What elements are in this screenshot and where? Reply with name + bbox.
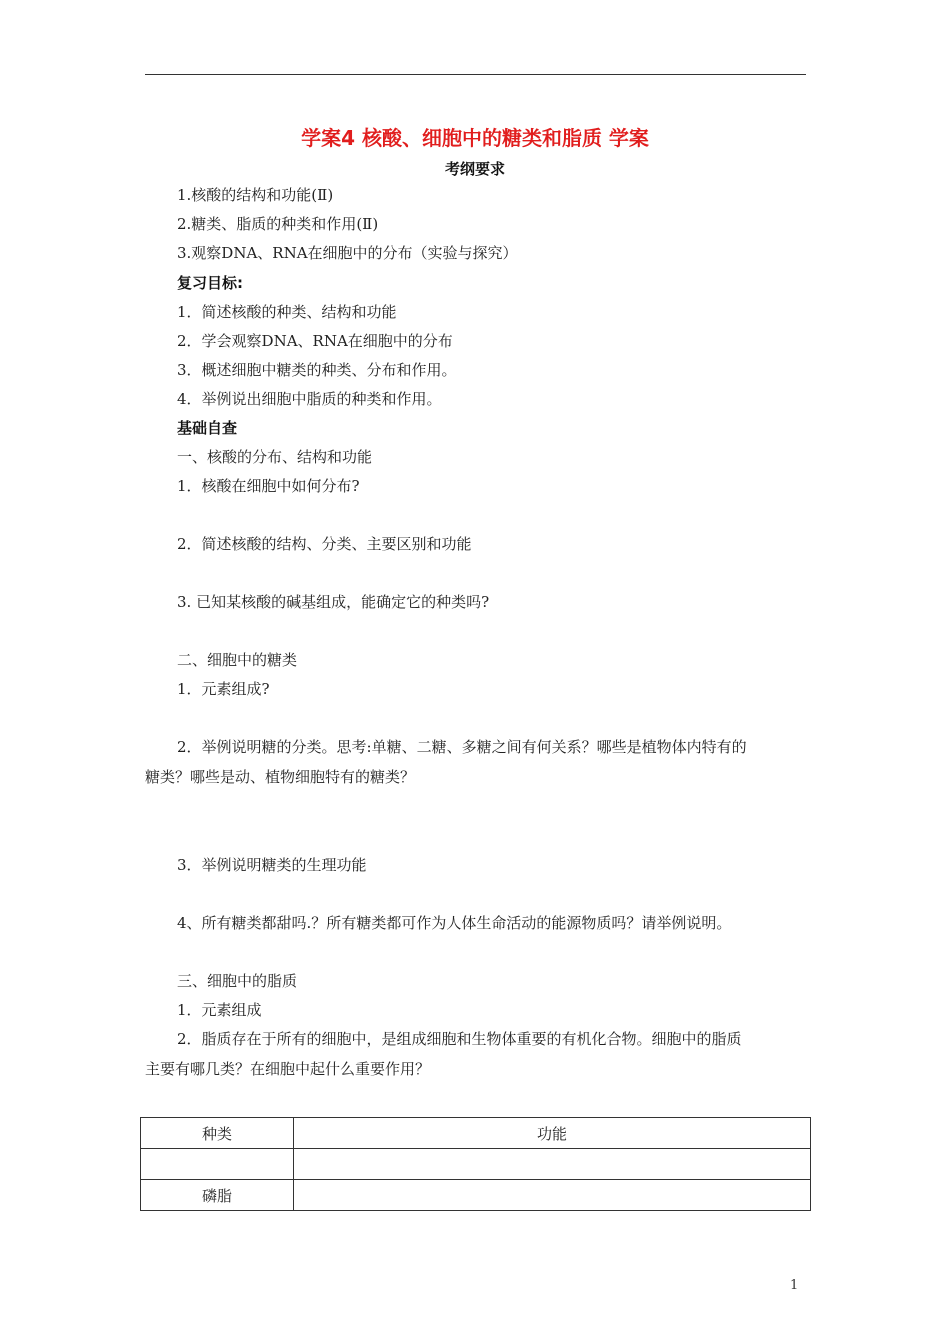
table-cell-function — [294, 1180, 811, 1211]
table-cell-function — [294, 1149, 811, 1180]
review-item-2: 2．学会观察DNA、RNA在细胞中的分布 — [177, 332, 453, 350]
table-cell-type — [141, 1149, 294, 1180]
section2-question-3: 3．举例说明糖类的生理功能 — [177, 856, 367, 874]
header-rule — [145, 74, 806, 75]
page-number: 1 — [790, 1278, 799, 1293]
table-header-type: 种类 — [141, 1118, 294, 1149]
section3-heading: 三、细胞中的脂质 — [177, 972, 298, 990]
section2-question-2-line-1: 2．举例说明糖的分类。思考:单糖、二糖、多糖之间有何关系？哪些是植物体内特有的 — [177, 738, 747, 756]
section1-question-3: 3. 已知某核酸的碱基组成，能确定它的种类吗? — [177, 593, 490, 611]
exam-item-1: 1.核酸的结构和功能(Ⅱ) — [177, 186, 334, 204]
exam-item-3: 3.观察DNA、RNA在细胞中的分布（实验与探究） — [177, 244, 518, 262]
section3-question-2-line-2: 主要有哪几类？在细胞中起什么重要作用？ — [145, 1060, 431, 1078]
table-row — [141, 1180, 811, 1211]
section2-question-2-line-2: 糖类？哪些是动、植物细胞特有的糖类？ — [145, 768, 416, 786]
section2-heading: 二、细胞中的糖类 — [177, 651, 298, 669]
section1-heading: 一、核酸的分布、结构和功能 — [177, 448, 373, 466]
section1-question-2: 2．简述核酸的结构、分类、主要区别和功能 — [177, 535, 472, 553]
basic-check-heading: 基础自查 — [177, 419, 238, 437]
section1-question-1: 1．核酸在细胞中如何分布? — [177, 477, 360, 495]
section2-question-1: 1．元素组成? — [177, 680, 270, 698]
document-title: 学案4 核酸、细胞中的糖类和脂质 学案 — [301, 126, 649, 150]
review-item-3: 3．概述细胞中糖类的种类、分布和作用。 — [177, 361, 457, 379]
review-goals-heading: 复习目标: — [177, 274, 243, 292]
table-row — [141, 1149, 811, 1180]
section3-question-2-line-1: 2．脂质存在于所有的细胞中，是组成细胞和生物体重要的有机化合物。细胞中的脂质 — [177, 1030, 742, 1048]
review-item-4: 4．举例说出细胞中脂质的种类和作用。 — [177, 390, 442, 408]
table-cell-type: 磷脂 — [141, 1180, 294, 1211]
lipid-function-table — [140, 1117, 811, 1211]
table-header-row — [141, 1118, 811, 1149]
exam-requirements-heading: 考纲要求 — [444, 160, 505, 178]
section3-question-1: 1．元素组成 — [177, 1001, 262, 1019]
section2-question-4: 4、所有糖类都甜吗.？所有糖类都可作为人体生命活动的能源物质吗？请举例说明。 — [177, 914, 732, 932]
review-item-1: 1．简述核酸的种类、结构和功能 — [177, 303, 397, 321]
exam-item-2: 2.糖类、脂质的种类和作用(Ⅱ) — [177, 215, 379, 233]
table-header-function: 功能 — [294, 1118, 811, 1149]
